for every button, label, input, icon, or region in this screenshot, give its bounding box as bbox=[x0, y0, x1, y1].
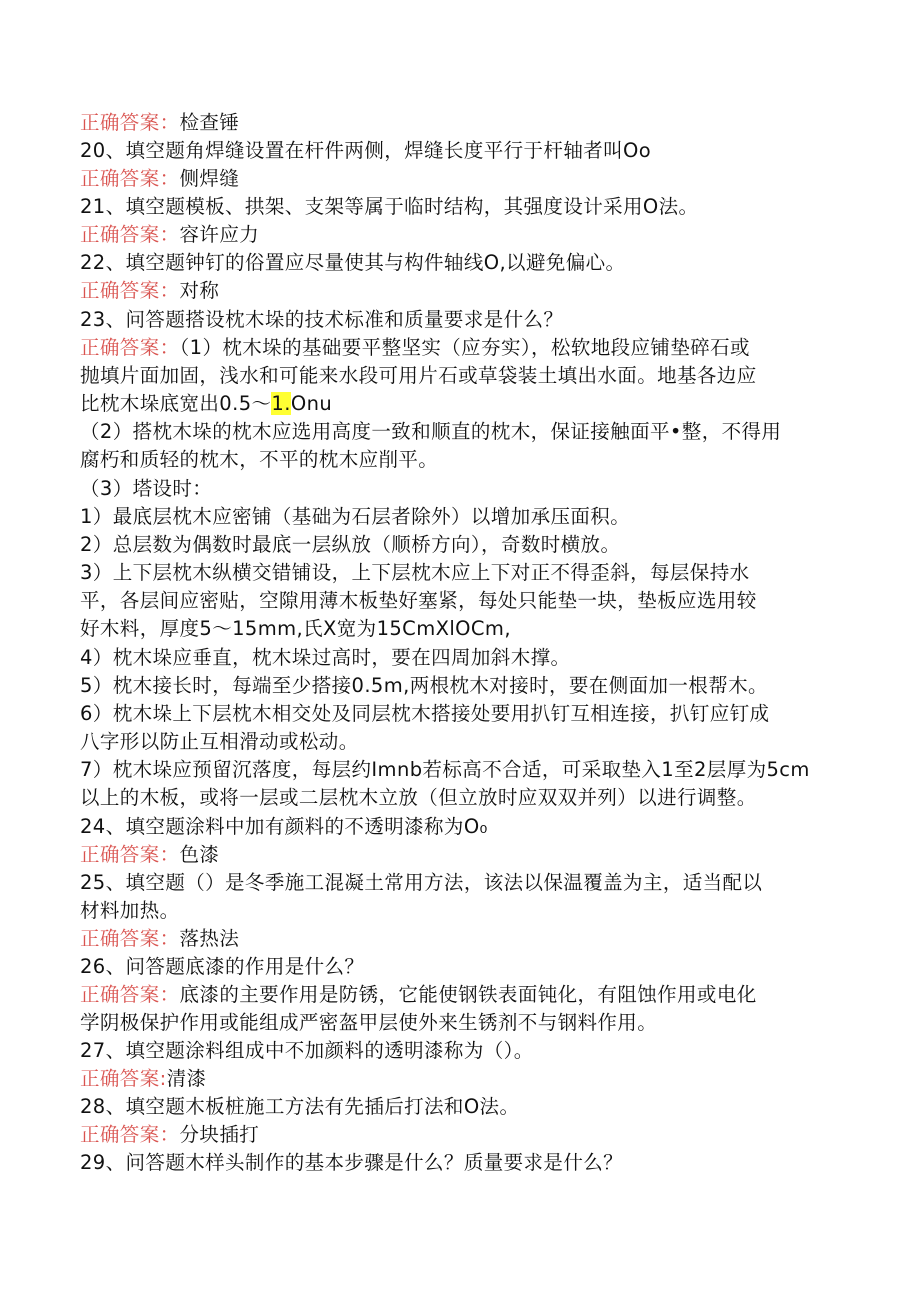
body-line: 4）枕木垛应垂直，枕木垛过高时，要在四周加斜木撑。 bbox=[80, 646, 571, 669]
question-line: 28、填空题木板桩施工方法有先插后打法和O法。 bbox=[80, 1095, 520, 1118]
question-line: 29、问答题木样头制作的基本步骤是什么？质量要求是什么？ bbox=[80, 1151, 624, 1174]
answer-text: 底漆的主要作用是防锈，它能使钢铁表面钝化，有阻蚀作用或电化 bbox=[179, 983, 757, 1006]
body-line: 材料加热。 bbox=[80, 899, 180, 922]
body-line: 腐朽和质轻的枕木，不平的枕木应削平。 bbox=[80, 448, 439, 471]
question-line: 21、填空题模板、拱架、支架等属于临时结构，其强度设计采用O法。 bbox=[80, 195, 699, 218]
answer-label: 正确答案： bbox=[80, 279, 180, 302]
answer-text: 检查锤 bbox=[179, 111, 240, 134]
question-line: 27、填空题涂料组成中不加颜料的透明漆称为（）。 bbox=[80, 1039, 534, 1062]
answer-text: 落热法 bbox=[179, 927, 240, 950]
answer-text: 容许应力 bbox=[179, 223, 260, 246]
answer-label: 正确答案: bbox=[80, 1067, 167, 1090]
body-line: 抛填片面加固，浅水和可能来水段可用片石或草袋装土填出水面。地基各边应 bbox=[80, 364, 757, 387]
body-line: 7）枕木垛应预留沉落度，每层约Imnb若标高不合适，可采取垫入1至2层厚为5cm bbox=[80, 758, 810, 781]
answer-label: 正确答案： bbox=[80, 843, 180, 866]
answer-line bbox=[80, 221, 259, 249]
answer-text: 分块插打 bbox=[179, 1123, 260, 1146]
highlighted-text: 1. bbox=[271, 392, 291, 415]
body-line bbox=[80, 390, 332, 418]
question-line: 25、填空题（）是冬季施工混凝土常用方法，该法以保温覆盖为主，适当配以 bbox=[80, 871, 763, 894]
body-line: （3）塔设时： bbox=[80, 477, 213, 500]
answer-line bbox=[80, 1065, 206, 1093]
answer-label: 正确答案： bbox=[80, 167, 180, 190]
body-text: 比枕木垛底宽出0.5～ bbox=[80, 392, 272, 415]
body-line: 学阴极保护作用或能组成严密盔甲层使外来生锈剂不与钢料作用。 bbox=[80, 1011, 658, 1034]
body-line: 好木料，厚度5～15mm,氏X宽为15CmXlOCm, bbox=[80, 617, 511, 640]
answer-text: 侧焊缝 bbox=[179, 167, 240, 190]
body-line: 1）最底层枕木应密铺（基础为石层者除外）以增加承压面积。 bbox=[80, 505, 631, 528]
answer-text: （1）枕木垛的基础要平整坚实（应夯实），松软地段应铺垫碎石或 bbox=[179, 336, 750, 359]
question-line: 23、问答题搭设枕木垛的技术标准和质量要求是什么？ bbox=[80, 308, 564, 331]
answer-label: 正确答案： bbox=[80, 111, 180, 134]
answer-line bbox=[80, 109, 239, 137]
body-line: 以上的木板，或将一层或二层枕木立放（但立放时应双双并列）以进行调整。 bbox=[80, 786, 757, 809]
body-line: 5）枕木接长时，每端至少搭接0.5m,两根枕木对接时，要在侧面加一根帮木。 bbox=[80, 674, 768, 697]
answer-line bbox=[80, 334, 750, 362]
answer-line bbox=[80, 981, 757, 1009]
body-line: （2）搭枕木垛的枕木应选用高度一致和顺直的枕木，保证接触面平•整，不得用 bbox=[80, 420, 782, 443]
question-line: 22、填空题钟钉的俗置应尽量使其与构件轴线O,以避免偏心。 bbox=[80, 251, 626, 274]
answer-line bbox=[80, 1121, 259, 1149]
answer-label: 正确答案： bbox=[80, 336, 180, 359]
body-line: 平，各层间应密贴，空隙用薄木板垫好塞紧，每处只能垫一块，垫板应选用较 bbox=[80, 589, 757, 612]
body-line: 3）上下层枕木纵横交错铺设，上下层枕木应上下对正不得歪斜，每层保持水 bbox=[80, 561, 750, 584]
answer-text: 清漆 bbox=[166, 1067, 207, 1090]
body-line: 2）总层数为偶数时最底一层纵放（顺桥方向），奇数时横放。 bbox=[80, 533, 621, 556]
question-line: 24、填空题涂料中加有颜料的不透明漆称为O₀ bbox=[80, 815, 488, 838]
answer-line bbox=[80, 841, 219, 869]
question-line: 20、填空题角焊缝设置在杆件两侧，焊缝长度平行于杆轴者叫Oo bbox=[80, 139, 652, 162]
body-line: 八字形以防止互相滑动或松动。 bbox=[80, 730, 359, 753]
question-line: 26、问答题底漆的作用是什么？ bbox=[80, 955, 365, 978]
answer-text: 色漆 bbox=[179, 843, 220, 866]
answer-label: 正确答案： bbox=[80, 223, 180, 246]
answer-line bbox=[80, 277, 219, 305]
answer-label: 正确答案： bbox=[80, 927, 180, 950]
answer-line bbox=[80, 165, 239, 193]
answer-line bbox=[80, 925, 239, 953]
body-line: 6）枕木垛上下层枕木相交处及同层枕木搭接处要用扒钉互相连接，扒钉应钉成 bbox=[80, 702, 770, 725]
body-text-tail: Onu bbox=[290, 392, 333, 415]
answer-label: 正确答案： bbox=[80, 1123, 180, 1146]
answer-text: 对称 bbox=[179, 279, 220, 302]
answer-label: 正确答案： bbox=[80, 983, 180, 1006]
